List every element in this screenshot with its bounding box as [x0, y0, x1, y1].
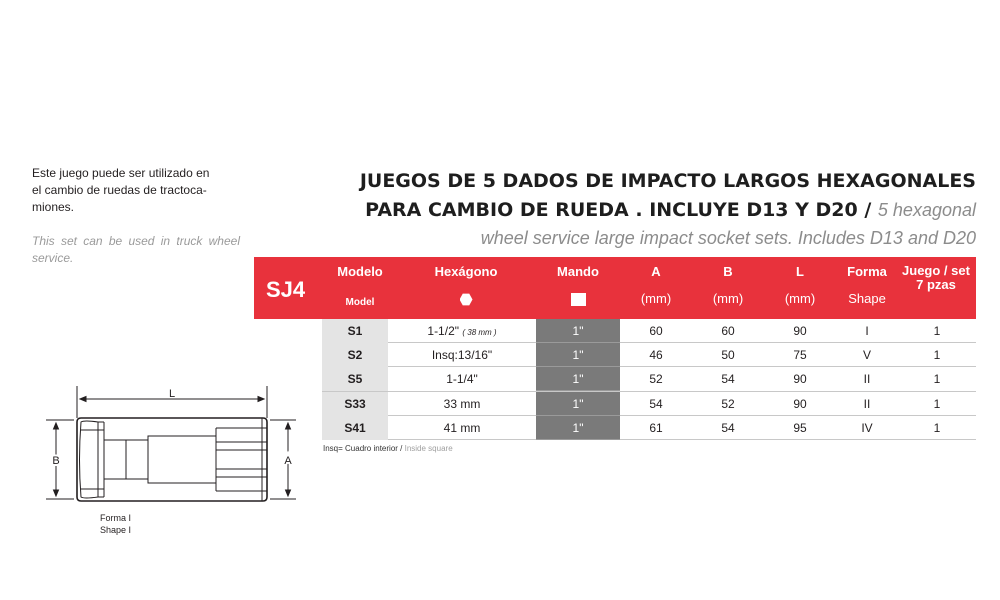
cell-forma: V [862, 348, 871, 363]
socket-diagram [40, 380, 310, 510]
header-l-unit: (mm) [784, 291, 816, 306]
cell-mando: 1" [536, 319, 620, 343]
cell-mando: 1" [536, 367, 620, 391]
footnote-english: Inside square [404, 444, 453, 453]
product-title [276, 166, 976, 251]
header-b-unit: (mm) [712, 291, 744, 306]
title-line-2-english: 5 hexagonal [877, 200, 976, 220]
cell-hex-note: ( 38 mm ) [462, 328, 497, 337]
arrowhead [258, 397, 264, 402]
description-english: This set can be used in truck wheel service. [32, 234, 240, 265]
header-hexagono: Hexágono [434, 264, 498, 279]
footnote-separator: / [397, 444, 405, 453]
header-forma: Forma [847, 264, 887, 279]
header-b: B [723, 264, 733, 279]
cell-b: 60 [721, 324, 735, 338]
table-header [254, 257, 976, 319]
cell-juego: 1 [933, 348, 941, 363]
cell-hex-value: 1-1/2" [427, 324, 460, 338]
header-mando: Mando [557, 264, 599, 279]
shape-caption-spanish: Forma I [100, 513, 132, 523]
cell-l: 90 [793, 324, 807, 338]
cell-forma: IV [861, 420, 873, 435]
table-row [322, 392, 976, 416]
description-line: Este juego puede ser utilizado en [32, 166, 210, 180]
cell-juego: 1 [933, 396, 941, 411]
square-drive-icon [536, 293, 620, 309]
cell-b: 54 [721, 372, 735, 387]
footnote [323, 444, 453, 453]
arrowhead [80, 397, 86, 402]
header-shape: Shape [848, 291, 886, 306]
hexagon-icon [398, 293, 534, 309]
cell-juego: 1 [933, 372, 941, 387]
shape-caption-english: Shape I [100, 525, 132, 535]
header-juego [896, 264, 976, 292]
header-modelo: Modelo [337, 264, 383, 279]
cell-b: 50 [721, 348, 735, 363]
description-line: el cambio de ruedas de tractoca- [32, 183, 207, 197]
set-code: SJ4 [266, 277, 306, 302]
shape-caption [100, 512, 131, 536]
cell-hex: 33 mm [443, 396, 481, 411]
cell-model: S2 [322, 343, 388, 367]
description-spanish [32, 165, 242, 216]
arrowhead [54, 490, 59, 496]
description-line: miones. [32, 200, 75, 214]
header-juego-line2: 7 pzas [916, 277, 956, 292]
cell-l: 90 [793, 372, 807, 387]
cell-a: 54 [649, 396, 663, 411]
cell-hex: 1-1/4" [446, 372, 478, 387]
title-line-2 [276, 196, 976, 225]
table-row [322, 367, 976, 391]
footnote-spanish: Insq= Cuadro interior [323, 444, 398, 453]
cell-hex [388, 319, 536, 343]
cell-forma: II [863, 372, 871, 387]
header-model: Model [345, 297, 375, 308]
table-row [322, 416, 976, 440]
drive-end [80, 421, 99, 498]
title-line-3-english: wheel service large impact socket sets. Includes D13 and D20 [480, 228, 976, 248]
header-juego-line1: Juego / set [902, 263, 970, 278]
arrowhead [286, 423, 291, 429]
title-line-1: JUEGOS DE 5 DADOS DE IMPACTO LARGOS HEXAGONALES [359, 170, 976, 192]
cell-forma: I [865, 324, 869, 338]
cell-mando: 1" [536, 392, 620, 416]
header-l: L [796, 264, 804, 279]
table-row [322, 319, 976, 343]
cell-a: 52 [649, 372, 663, 387]
cell-a: 61 [649, 420, 663, 435]
cell-l: 75 [793, 348, 807, 363]
arrowhead [54, 423, 59, 429]
label-b: B [52, 455, 60, 467]
cell-a: 46 [649, 348, 663, 363]
cell-model: S41 [322, 416, 388, 440]
spec-table [322, 319, 976, 440]
title-line-2-spanish: PARA CAMBIO DE RUEDA . INCLUYE D13 Y D20 [365, 199, 858, 221]
cell-mando: 1" [536, 416, 620, 440]
table-row [322, 343, 976, 367]
cell-juego: 1 [933, 324, 941, 338]
cell-hex: Insq:13/16" [431, 348, 493, 363]
cell-l: 95 [793, 420, 807, 435]
label-a: A [284, 455, 292, 467]
cell-l: 90 [793, 396, 807, 411]
cell-model: S5 [322, 367, 388, 391]
cell-mando: 1" [536, 343, 620, 367]
arrowhead [286, 490, 291, 496]
header-a: A [651, 264, 661, 279]
cell-b: 52 [721, 396, 735, 411]
header-a-unit: (mm) [640, 291, 672, 306]
title-separator: / [857, 199, 878, 221]
cell-model: S33 [322, 392, 388, 416]
label-l: L [168, 388, 176, 400]
cell-a: 60 [649, 324, 663, 338]
cell-hex: 41 mm [443, 420, 481, 435]
cell-juego: 1 [933, 420, 941, 435]
cell-model: S1 [322, 319, 388, 343]
socket-outline [77, 418, 267, 501]
cell-forma: II [863, 396, 871, 411]
cell-b: 54 [721, 420, 735, 435]
